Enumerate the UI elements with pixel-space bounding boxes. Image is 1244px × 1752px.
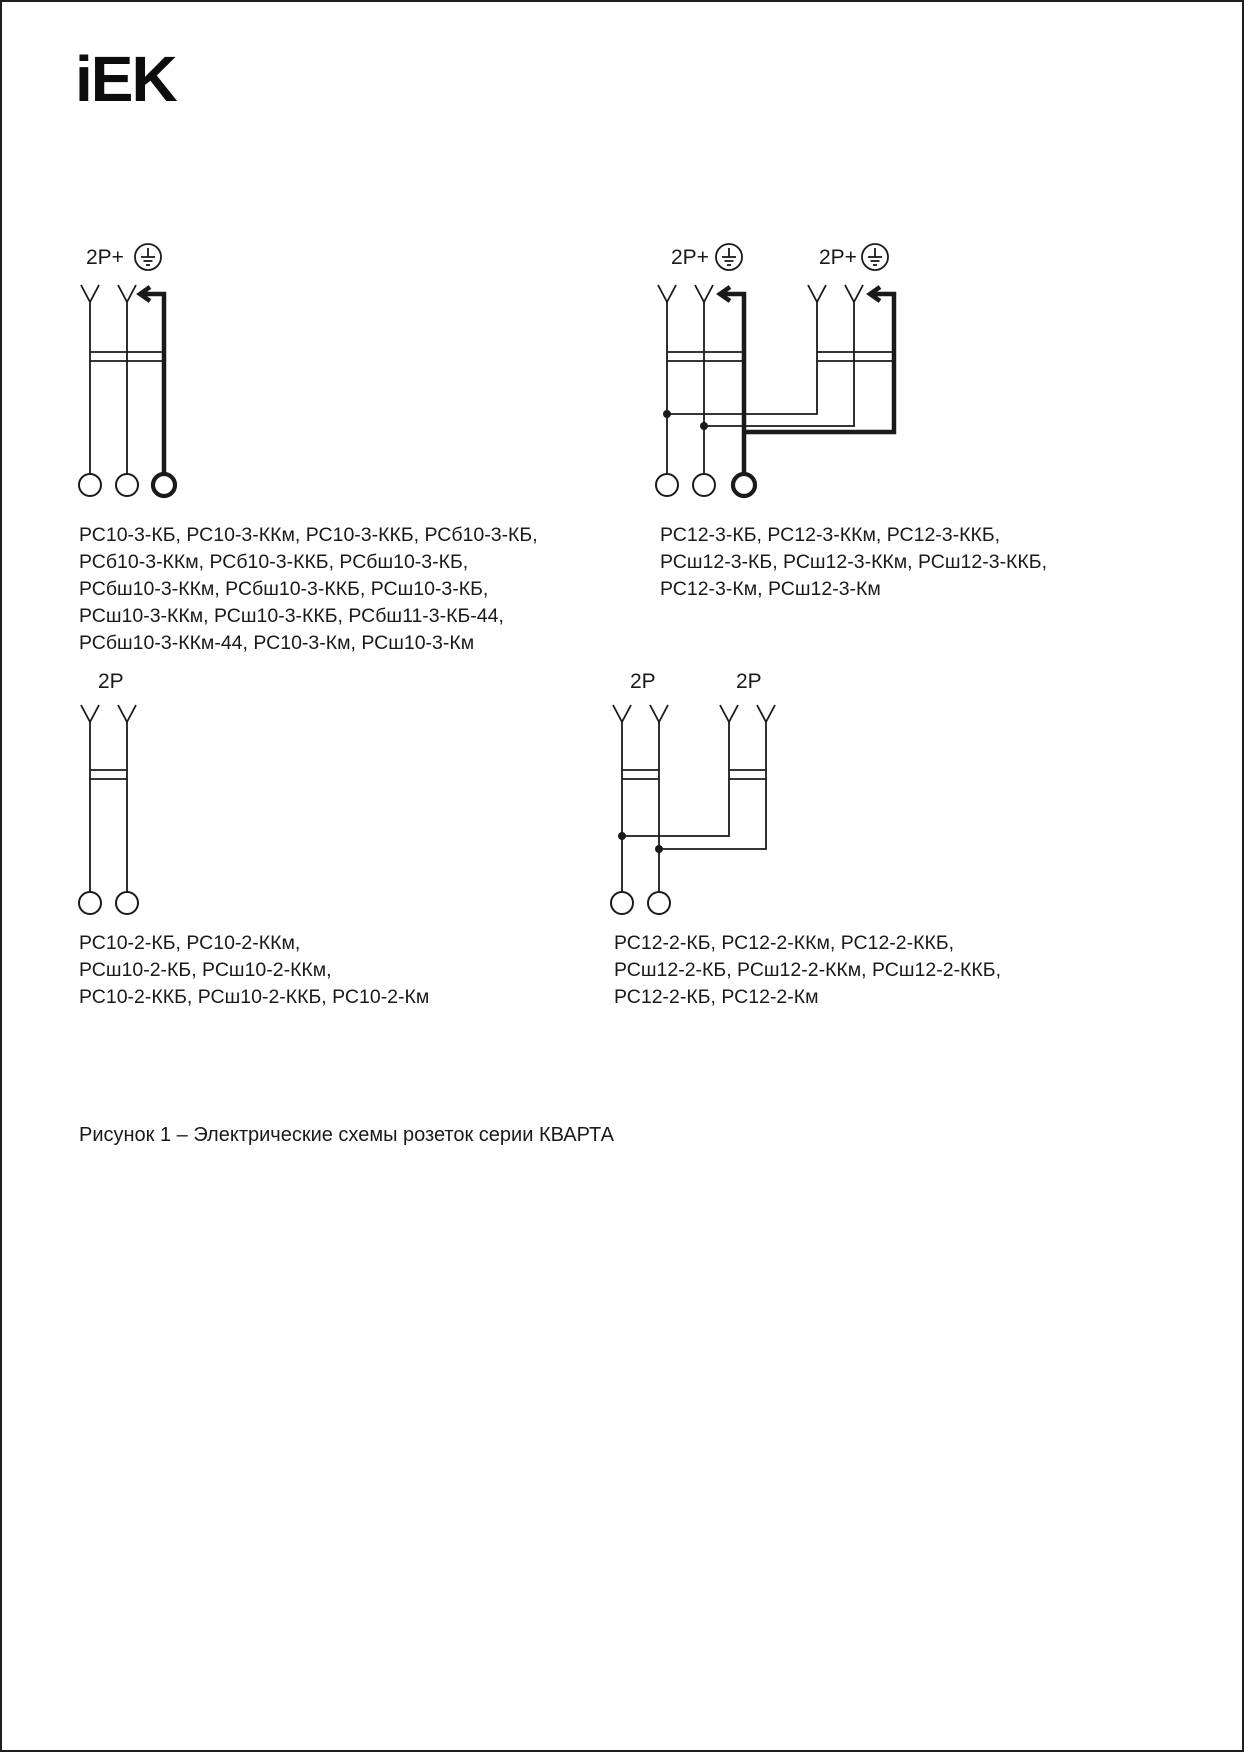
model-line: РС10-2-ККБ, РСш10-2-ККБ, РС10-2-Км <box>79 986 430 1008</box>
fork-contact-icon <box>81 285 99 302</box>
schematic-2p-plus-earth-single <box>74 234 214 511</box>
fork-contact-icon <box>808 285 826 302</box>
model-line: РС12-2-КБ, РС12-2-ККм, РС12-2-ККБ, <box>614 932 955 954</box>
earth-conductor-right <box>744 287 894 432</box>
terminals <box>79 474 175 496</box>
fork-contact-icon <box>81 705 99 722</box>
terminals <box>611 892 670 914</box>
terminal-circle <box>79 474 101 496</box>
phase-conductors-right <box>667 285 863 426</box>
model-line: РСбш10-3-ККм-44, РС10-3-Км, РСш10-3-Км <box>79 632 475 654</box>
schematic-drawing <box>647 234 917 506</box>
model-line: РС10-3-КБ, РС10-3-ККм, РС10-3-ККБ, РСб10-3-КБ, <box>79 524 538 546</box>
junction-dot <box>663 410 671 418</box>
fork-contact-icon <box>695 285 713 302</box>
schematic-2p-single <box>74 662 214 929</box>
terminals <box>656 474 755 496</box>
pole-label: 2P+ <box>819 246 857 269</box>
fork-contact-icon <box>757 705 775 722</box>
earth-terminal-circle <box>733 474 755 496</box>
model-list-2p-plus-double <box>660 522 1047 603</box>
model-line: РСб10-3-ККм, РСб10-3-ККБ, РСбш10-3-КБ, <box>79 551 469 573</box>
earth-icon <box>135 244 161 270</box>
schematic-drawing <box>74 234 214 506</box>
phase-conductors-left <box>658 285 713 474</box>
terminal-circle <box>611 892 633 914</box>
model-list-2p-plus-single <box>79 522 538 657</box>
terminal-circle <box>648 892 670 914</box>
phase-conductors-right <box>622 705 775 849</box>
model-line: РС12-3-КБ, РС12-3-ККм, РС12-3-ККБ, <box>660 524 1001 546</box>
pole-label: 2P+ <box>86 246 124 269</box>
model-list-2p-double <box>614 930 1001 1011</box>
fork-contact-icon <box>720 705 738 722</box>
phase-conductors-left <box>613 705 668 892</box>
fork-contact-icon <box>613 705 631 722</box>
socket-contact-bar <box>90 770 127 779</box>
earth-icon <box>862 244 888 270</box>
socket-contact-bar-right <box>817 352 894 361</box>
pole-label: 2P <box>630 670 656 693</box>
pole-label: 2P+ <box>671 246 709 269</box>
model-line: РС12-2-КБ, РС12-2-Км <box>614 986 819 1008</box>
terminal-circle <box>693 474 715 496</box>
earth-icon <box>716 244 742 270</box>
model-line: РСбш10-3-ККм, РСбш10-3-ККБ, РСш10-3-КБ, <box>79 578 489 600</box>
fork-contact-icon <box>658 285 676 302</box>
phase-conductors <box>81 705 136 892</box>
socket-contact-bar-right <box>729 770 766 779</box>
model-line: РСш12-2-КБ, РСш12-2-ККм, РСш12-2-ККБ, <box>614 959 1001 981</box>
socket-contact-bar-left <box>622 770 659 779</box>
earth-conductor-left <box>720 287 744 474</box>
model-line: РСш12-3-КБ, РСш12-3-ККм, РСш12-3-ККБ, <box>660 551 1047 573</box>
model-line: РС12-3-Км, РСш12-3-Км <box>660 578 881 600</box>
terminal-circle <box>116 474 138 496</box>
pole-label: 2P <box>98 670 124 693</box>
terminal-circle <box>116 892 138 914</box>
socket-contact-bar-left <box>667 352 744 361</box>
junction-dot <box>700 422 708 430</box>
model-line: РС10-2-КБ, РС10-2-ККм, <box>79 932 301 954</box>
model-list-2p-single <box>79 930 429 1011</box>
junction-dot <box>618 832 626 840</box>
fork-contact-icon <box>650 705 668 722</box>
earth-terminal-circle <box>153 474 175 496</box>
iek-logo: iEK <box>75 43 176 115</box>
fork-contact-icon <box>118 705 136 722</box>
schematic-2p-double <box>600 662 870 929</box>
terminals <box>79 892 138 914</box>
schematic-drawing <box>600 662 870 924</box>
fork-contact-icon <box>118 285 136 302</box>
schematic-2p-plus-earth-double <box>647 234 917 511</box>
schematic-drawing <box>74 662 214 924</box>
terminal-circle <box>79 892 101 914</box>
junction-dot <box>655 845 663 853</box>
pole-label: 2P <box>736 670 762 693</box>
model-line: РСш10-3-ККм, РСш10-3-ККБ, РСбш11-3-КБ-44, <box>79 605 504 627</box>
terminal-circle <box>656 474 678 496</box>
earth-conductor <box>140 287 164 474</box>
fork-contact-icon <box>845 285 863 302</box>
figure-caption: Рисунок 1 – Электрические схемы розеток серии КВАРТА <box>79 1124 614 1146</box>
phase-conductors <box>81 285 136 474</box>
model-line: РСш10-2-КБ, РСш10-2-ККм, <box>79 959 332 981</box>
